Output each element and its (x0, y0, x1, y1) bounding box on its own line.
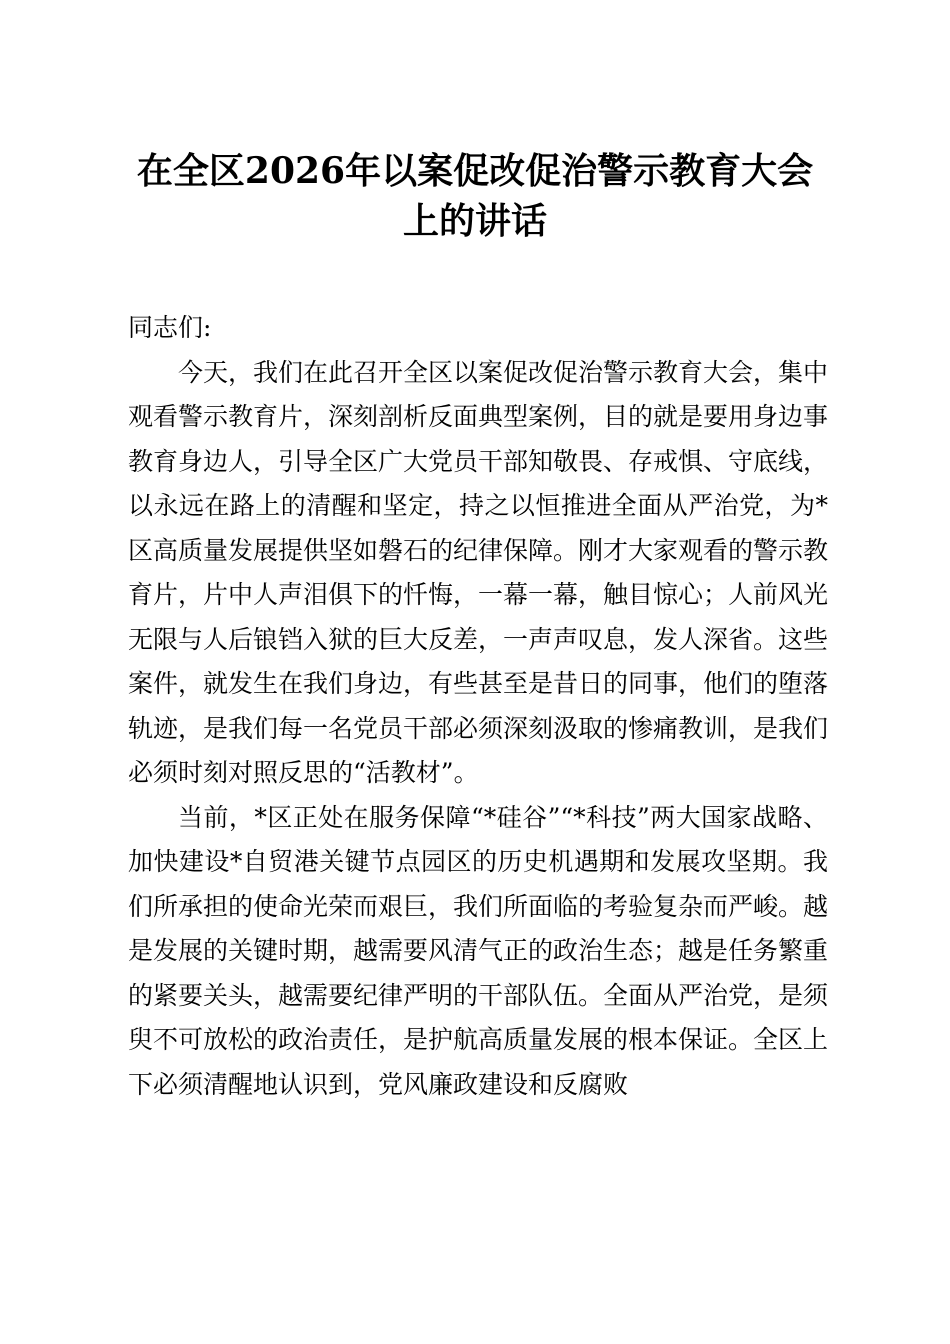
body-paragraph: 今天，我们在此召开全区以案促改促治警示教育大会，集中观看警示教育片，深刻剖析反面典型案例，目的就是要用身边事教育身边人，引导全区广大党员干部知敬畏、存戒惧、守底线，以永远在路上的清醒和坚定，持之以恒推进全面从严治党，为*区高质量发展提供坚如磐石的纪律保障。刚才大家观看的警示教育片，片中人声泪俱下的忏悔，一幕一幕，触目惊心；人前风光无限与人后锒铛入狱的巨大反差，一声声叹息，发人深省。这些案件，就发生在我们身边，有些甚至是昔日的同事，他们的堕落轨迹，是我们每一名党员干部必须深刻汲取的惨痛教训，是我们必须时刻对照反思的“活教材”。 (128, 357, 829, 787)
body-paragraph: 当前，*区正处在服务保障“*硅谷”“*科技”两大国家战略、加快建设*自贸港关键节点园区的历史机遇期和发展攻坚期。我们所承担的使命光荣而艰巨，我们所面临的考验复杂而严峻。越是发展的关键时期，越需要风清气正的政治生态；越是任务繁重的紧要关头，越需要纪律严明的干部队伍。全面从严治党，是须臾不可放松的政治责任，是护航高质量发展的根本保证。全区上下必须清醒地认识到，党风廉政建设和反腐败 (128, 802, 829, 1099)
document-body (128, 306, 828, 1107)
salutation: 同志们: (128, 313, 212, 342)
document-title: 在全区2026年以案促改促治警示教育大会上的讲话 (136, 150, 814, 242)
